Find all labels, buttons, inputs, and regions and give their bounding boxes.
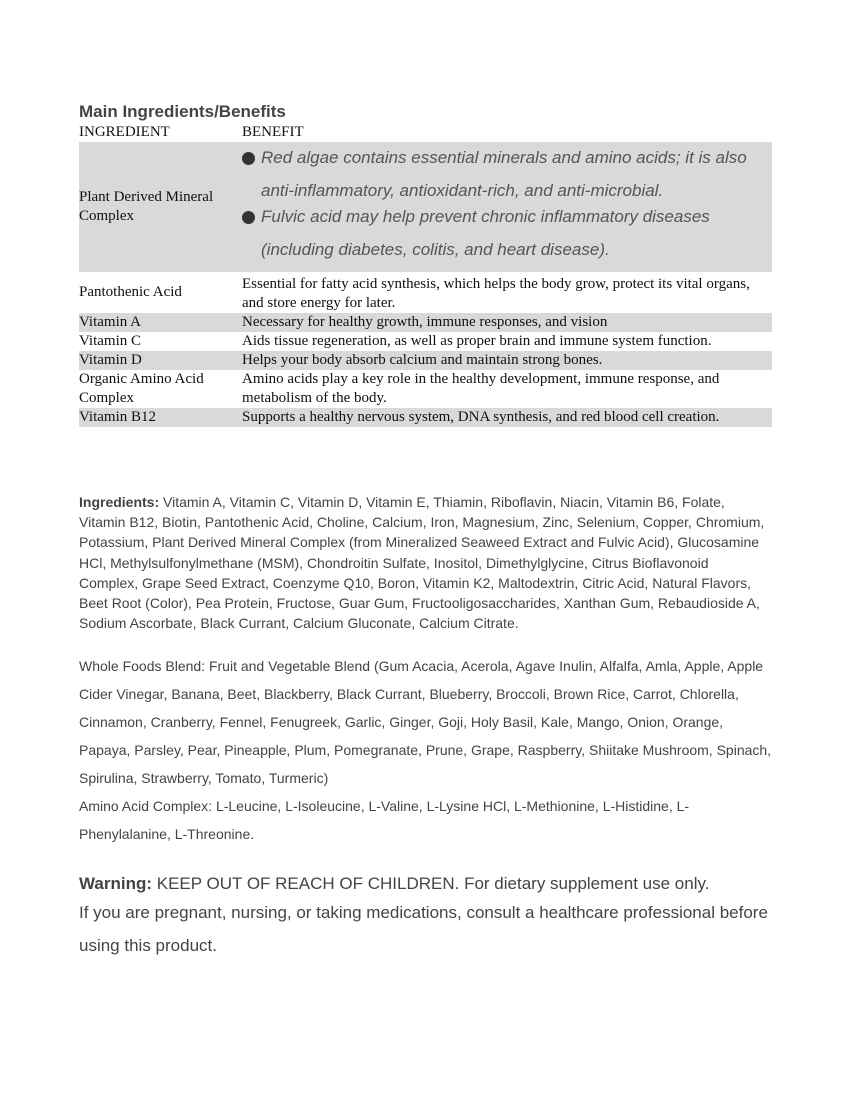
bullet-icon [242, 211, 255, 224]
ingredient-cell: Vitamin A [79, 313, 242, 332]
blend-section [79, 652, 772, 848]
section-title: Main Ingredients/Benefits [79, 102, 286, 121]
table-row [79, 370, 772, 408]
benefit-cell: Essential for fatty acid synthesis, which helps the body grow, protect its vital organs, and store energy for later. [242, 276, 750, 311]
table-row [79, 142, 772, 272]
benefit-bullet [242, 207, 772, 266]
warning-label: Warning: [79, 874, 153, 893]
benefit-cell: Supports a healthy nervous system, DNA synthesis, and red blood cell creation. [242, 408, 772, 427]
amino-acid-complex-text: Amino Acid Complex: L-Leucine, L-Isoleucine, L-Valine, L-Lysine HCl, L-Methionine, L-Histidine, L-Phenylalanine, L-Threonine. [79, 798, 690, 842]
benefit-cell: Amino acids play a key role in the healthy development, immune response, and metabolism of the body. [242, 371, 720, 406]
header-benefit: BENEFIT [242, 124, 304, 140]
bullet-text: Fulvic acid may help prevent chronic inflammatory diseases (including diabetes, colitis, and heart disease). [261, 207, 710, 259]
warning-section [79, 872, 772, 962]
whole-foods-blend-text: Whole Foods Blend: Fruit and Vegetable Blend (Gum Acacia, Acerola, Agave Inulin, Alfalfa, Amla, Apple, Apple Cider Vinegar, Banana, Beet, Blackberry, Black Currant, Blueberry, Broccoli, Brown Rice, Carrot, Chlorella, Cinnamon, Cranberry, Fennel, Fenugreek, Garlic, Ginger, Goji, Holy Basil, Kale, Mango, Onion, Orange, Papaya, Parsley, Pear, Pineapple, Plum, Pomegranate, Prune, Grape, Raspberry, Shiitake Mushroom, Spinach, Spirulina, Strawberry, Tomato, Turmeric) [79, 658, 772, 786]
table-row [79, 272, 772, 313]
benefit-bullet [242, 148, 772, 207]
table-row [79, 313, 772, 332]
ingredients-label: Ingredients: [79, 494, 160, 510]
ingredient-cell: Organic Amino Acid Complex [79, 371, 204, 406]
ingredients-benefits-table [79, 123, 772, 427]
table-row [79, 332, 772, 351]
warning-line-2: If you are pregnant, nursing, or taking medications, consult a healthcare professional before using this product. [79, 903, 768, 955]
ingredient-cell: Vitamin C [79, 333, 142, 349]
benefit-cell: Helps your body absorb calcium and maintain strong bones. [242, 351, 772, 370]
table-row [79, 408, 772, 427]
benefit-cell [242, 142, 772, 272]
ingredient-cell: Vitamin B12 [79, 408, 242, 427]
ingredient-cell: Plant Derived Mineral Complex [79, 142, 242, 272]
ingredient-cell: Pantothenic Acid [79, 284, 182, 300]
benefit-cell: Necessary for healthy growth, immune responses, and vision [242, 313, 772, 332]
ingredients-text: Vitamin A, Vitamin C, Vitamin D, Vitamin E, Thiamin, Riboflavin, Niacin, Vitamin B6, Folate, Vitamin B12, Biotin, Pantothenic Acid, Choline, Calcium, Iron, Magnesium, Zinc, Selenium, Copper, Chromium, Potassium, Plant Derived Mineral Complex (from Mineralized Seaweed Extract and Fulvic Acid), Glucosamine HCl, Methylsulfonylmethane (MSM), Chondroitin Sulfate, Inositol, Dimethylglycine, Citrus Bioflavonoid Complex, Grape Seed Extract, Coenzyme Q10, Boron, Vitamin K2, Maltodextrin, Citric Acid, Natural Flavors, Beet Root (Color), Pea Protein, Fructose, Guar Gum, Fructooligosaccharides, Xanthan Gum, Rebaudioside A, Sodium Ascorbate, Black Currant, Calcium Gluconate, Calcium Citrate. [79, 494, 765, 632]
bullet-icon [242, 152, 255, 165]
ingredients-paragraph [79, 492, 769, 633]
benefit-cell: Aids tissue regeneration, as well as proper brain and immune system function. [242, 333, 712, 349]
warning-text: KEEP OUT OF REACH OF CHILDREN. For dietary supplement use only. [152, 874, 710, 893]
header-ingredient: INGREDIENT [79, 124, 170, 140]
table-header-row [79, 123, 772, 142]
bullet-text: Red algae contains essential minerals and amino acids; it is also anti-inflammatory, antioxidant-rich, and anti-microbial. [261, 148, 747, 200]
ingredient-cell: Vitamin D [79, 351, 242, 370]
warning-line-1 [79, 872, 772, 896]
ingredients-benefits-section [79, 101, 772, 427]
table-row [79, 351, 772, 370]
